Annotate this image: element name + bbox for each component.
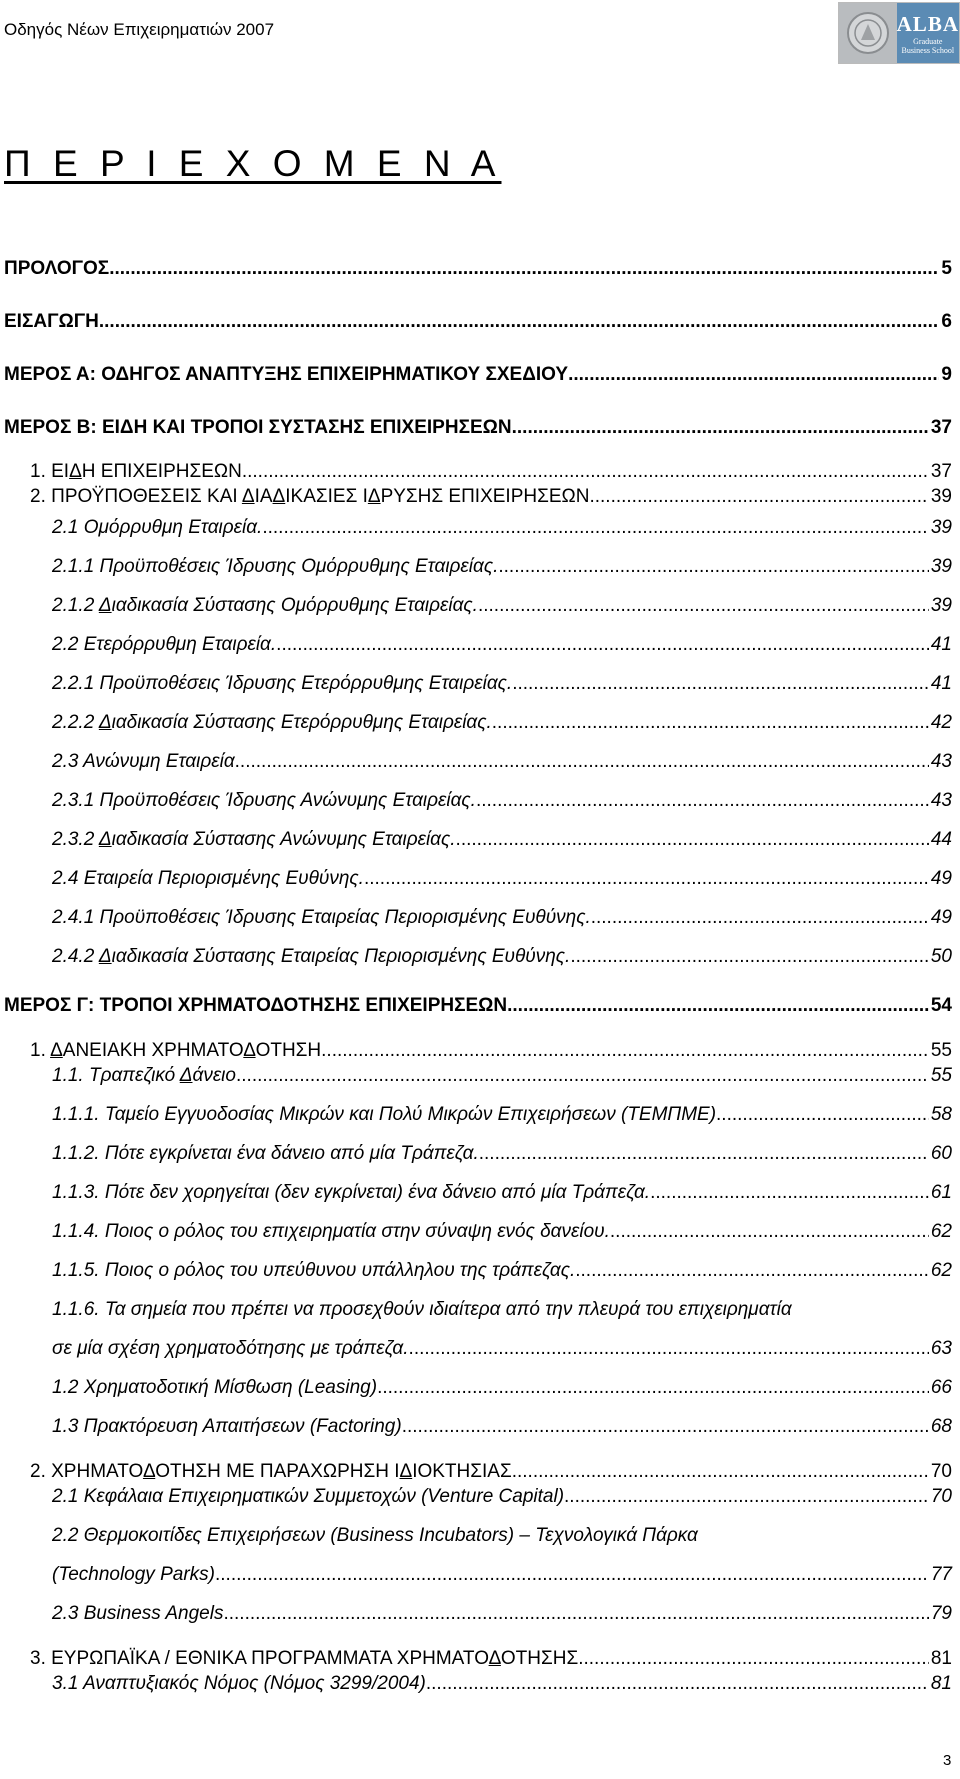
dot-leader — [512, 1461, 929, 1483]
toc-entry-page: 63 — [930, 1338, 952, 1359]
toc-entry-page: 39 — [930, 595, 952, 616]
toc-entry-page: 77 — [930, 1564, 952, 1585]
toc-entry-page: 54 — [930, 995, 952, 1016]
toc-entry-title: ΜΕΡΟΣ Β: ΕΙΔΗ ΚΑΙ ΤΡΟΠΟΙ ΣΥΣΤΑΣΗΣ ΕΠΙΧΕΙΡΗΣΕΩΝ — [4, 417, 512, 438]
toc-entry-title: 2.3.2 Διαδικασία Σύστασης Ανώνυμης Εταιρείας. — [52, 829, 456, 850]
toc-entry[interactable] — [52, 1182, 952, 1208]
toc-entry-page: 50 — [930, 946, 952, 967]
dot-leader — [589, 486, 928, 508]
dot-leader — [426, 1673, 929, 1695]
toc-entry-title: 2.1.1 Προϋποθέσεις Ίδρυσης Ομόρρυθμης Εταιρείας. — [52, 556, 499, 577]
toc-entry[interactable] — [52, 1221, 952, 1247]
underlined-letter: Δ — [179, 1065, 193, 1086]
toc-entry-page: 5 — [941, 258, 952, 279]
dot-leader — [479, 1143, 929, 1165]
toc-entry[interactable] — [52, 790, 952, 816]
logo-text: ALBA — [896, 11, 959, 36]
logo-subtext-line-2: Business School — [901, 45, 955, 55]
toc-entry[interactable] — [52, 712, 952, 738]
toc-entry-page: 39 — [930, 517, 952, 538]
toc-heading: Π Ε Ρ Ι Ε Χ Ο Μ Ε Ν Α — [4, 143, 502, 184]
toc-entry-title: 2. ΧΡΗΜΑΤΟΔΟΤΗΣΗ ΜΕ ΠΑΡΑΧΩΡΗΣΗ ΙΔΙΟΚΤΗΣΙΑΣ — [30, 1461, 512, 1482]
toc-entry-title: 2.1 Ομόρρυθμη Εταιρεία. — [52, 517, 263, 538]
logo-subtext-line-1: Graduate — [913, 36, 943, 46]
toc-entry-title: 1.2 Χρηματοδοτική Μίσθωση (Leasing) — [52, 1377, 378, 1398]
toc-entry-page: 41 — [930, 634, 952, 655]
toc-entry-title: ΠΡΟΛΟΓΟΣ — [4, 258, 110, 279]
toc-entry-page: 58 — [930, 1104, 952, 1125]
toc-entry[interactable] — [52, 634, 952, 660]
dot-leader — [591, 907, 929, 929]
toc-entry-title: 3. ΕΥΡΩΠΑΪΚΑ / ΕΘΝΙΚΑ ΠΡΟΓΡΑΜΜΑΤΑ ΧΡΗΜΑΤΟΔΟΤΗΣΗΣ — [30, 1648, 579, 1669]
toc-entry-title: 2.4 Εταιρεία Περιορισμένης Ευθύνης. — [52, 868, 364, 889]
toc-entry[interactable] — [52, 1260, 952, 1286]
toc-entry-title: 1.1.1. Ταμείο Εγγυοδοσίας Μικρών και Πολύ Μικρών Επιχειρήσεων (ΤΕΜΠΜΕ) — [52, 1104, 717, 1125]
dot-leader — [578, 1648, 929, 1670]
dot-leader — [276, 634, 929, 656]
underlined-letter: Δ — [142, 1461, 156, 1482]
toc-entry-page: 41 — [930, 673, 952, 694]
dot-leader — [235, 751, 929, 773]
underlined-letter: Δ — [488, 1648, 501, 1669]
toc-entry[interactable] — [30, 1461, 952, 1487]
toc-entry-page: 62 — [930, 1221, 952, 1242]
toc-entry-title: 2.2.2 Διαδικασία Σύστασης Ετερόρρυθμης Εταιρείας. — [52, 712, 492, 733]
toc-entry-title-line: 2.2 Θερμοκοιτίδες Επιχειρήσεων (Business Incubators) – Τεχνολογικά Πάρκα — [52, 1525, 698, 1546]
underlined-letter: Δ — [98, 712, 112, 733]
toc-entry-title: 1.3 Πρακτόρευση Απαιτήσεων (Factoring) — [52, 1416, 402, 1437]
running-header-title: Οδηγός Νέων Επιχειρηματιών 2007 — [4, 20, 275, 39]
toc-entry[interactable] — [52, 946, 952, 972]
dot-leader — [575, 1260, 929, 1282]
underlined-letter: Δ — [50, 1040, 63, 1061]
toc-entry-page: 66 — [930, 1377, 952, 1398]
toc-entry-title: 2.1.2 Διαδικασία Σύστασης Ομόρρυθμης Εταιρείας. — [52, 595, 478, 616]
toc-entry-title: 2. ΠΡΟΫΠΟΘΕΣΕΙΣ ΚΑΙ ΔΙΑΔΙΚΑΣΙΕΣ ΙΔΡΥΣΗΣ ΕΠΙΧΕΙΡΗΣΕΩΝ — [30, 486, 590, 507]
toc-entry[interactable] — [52, 868, 952, 894]
toc-entry[interactable] — [52, 1603, 952, 1629]
toc-entry[interactable] — [52, 1338, 952, 1364]
toc-entry-page: 42 — [930, 712, 952, 733]
dot-leader — [498, 556, 929, 578]
underlined-letter: Δ — [69, 461, 82, 482]
toc-entry-page: 68 — [930, 1416, 952, 1437]
dot-leader — [236, 1065, 929, 1087]
dot-leader — [262, 517, 929, 539]
toc-entry[interactable] — [30, 1040, 952, 1066]
toc-entry-page: 44 — [930, 829, 952, 850]
dot-leader — [568, 364, 939, 386]
toc-entry-title: 1.1.3. Πότε δεν χορηγείται (δεν εγκρίνεται) ένα δάνειο από μία Τράπεζα. — [52, 1182, 651, 1203]
dot-leader — [512, 673, 929, 695]
toc-entry[interactable] — [4, 258, 952, 284]
toc-entry-page: 43 — [930, 751, 952, 772]
toc-entry-page: 37 — [930, 417, 952, 438]
toc-entry-title: ΕΙΣΑΓΩΓΗ — [4, 311, 99, 332]
toc-entry-title: 1.1.4. Ποιος ο ρόλος του επιχειρηματία στην σύναψη ενός δανείου. — [52, 1221, 610, 1242]
toc-entry[interactable] — [30, 486, 952, 512]
dot-leader — [109, 258, 939, 280]
toc-entry-page: 60 — [930, 1143, 952, 1164]
toc-entry-title: 2.3.1 Προϋποθέσεις Ίδρυσης Ανώνυμης Εταιρείας. — [52, 790, 476, 811]
dot-leader — [512, 417, 929, 439]
toc-entry-page: 79 — [930, 1603, 952, 1624]
toc-entry-title: 2.3 Ανώνυμη Εταιρεία — [52, 751, 235, 772]
toc-entry[interactable] — [52, 556, 952, 582]
dot-leader — [570, 946, 929, 968]
underlined-letter: Δ — [241, 486, 255, 507]
dot-leader — [364, 868, 929, 890]
dot-leader — [564, 1486, 929, 1508]
toc-entry-page: 55 — [930, 1040, 952, 1061]
dot-leader — [650, 1182, 929, 1204]
underlined-letter: Δ — [98, 946, 112, 967]
toc-entry[interactable] — [52, 829, 952, 855]
toc-entry[interactable] — [52, 751, 952, 777]
dot-leader — [456, 829, 929, 851]
toc-entry[interactable] — [52, 1673, 952, 1699]
dot-leader — [476, 790, 929, 812]
toc-entry-title: 1. ΔΑΝΕΙΑΚΗ ΧΡΗΜΑΤΟΔΟΤΗΣΗ — [30, 1040, 322, 1061]
dot-leader — [321, 1040, 929, 1062]
toc-entry[interactable] — [52, 1104, 952, 1130]
toc-entry[interactable] — [52, 1486, 952, 1512]
toc-entry[interactable] — [52, 517, 952, 543]
toc-entry[interactable] — [4, 364, 952, 390]
dot-leader — [507, 995, 929, 1017]
toc-entry-title: (Technology Parks) — [52, 1564, 215, 1585]
dot-leader — [215, 1564, 929, 1586]
underlined-letter: Δ — [272, 486, 286, 507]
dot-leader — [99, 311, 940, 333]
toc-entry-title: 1. ΕΙΔΗ ΕΠΙΧΕΙΡΗΣΕΩΝ — [30, 461, 242, 482]
toc-entry-title: 1.1.5. Ποιος ο ρόλος του υπεύθυνου υπάλληλου της τράπεζας. — [52, 1260, 576, 1281]
toc-entry[interactable] — [52, 1564, 952, 1590]
toc-entry-title: 2.4.1 Προϋποθέσεις Ίδρυσης Εταιρείας Περιορισμένης Ευθύνης. — [52, 907, 591, 928]
toc-entry-title-line: 1.1.6. Τα σημεία που πρέπει να προσεχθούν ιδιαίτερα από την πλευρά του επιχειρηματία — [52, 1299, 792, 1320]
toc-entry-title: 2.4.2 Διαδικασία Σύστασης Εταιρείας Περιορισμένης Ευθύνης. — [52, 946, 571, 967]
toc-entry-title: 2.2.1 Προϋποθέσεις Ίδρυσης Ετερόρρυθμης Εταιρείας. — [52, 673, 513, 694]
toc-entry-title: 1.1. Τραπεζικό Δάνειο — [52, 1065, 236, 1086]
toc-entry-title: 2.2 Ετερόρρυθμη Εταιρεία. — [52, 634, 277, 655]
toc-entry-page: 81 — [930, 1673, 952, 1694]
dot-leader — [478, 595, 929, 617]
dot-leader — [223, 1603, 928, 1625]
toc-entry[interactable] — [52, 595, 952, 621]
toc-entry[interactable] — [52, 673, 952, 699]
dot-leader — [610, 1221, 929, 1243]
underlined-letter: Δ — [367, 486, 381, 507]
toc-entry-title: 3.1 Αναπτυξιακός Νόμος (Νόμος 3299/2004) — [52, 1673, 426, 1694]
toc-entry-page: 55 — [930, 1065, 952, 1086]
underlined-letter: Δ — [399, 1461, 413, 1482]
dot-leader — [716, 1104, 929, 1126]
toc-entry-title: 2.3 Business Angels — [52, 1603, 224, 1624]
underlined-letter: Δ — [98, 829, 112, 850]
toc-entry-page: 70 — [930, 1461, 952, 1482]
toc-entry[interactable] — [52, 1065, 952, 1091]
toc-entry-page: 70 — [930, 1486, 952, 1507]
underlined-letter: Δ — [98, 595, 112, 616]
toc-entry-page: 37 — [930, 461, 952, 482]
dot-leader — [377, 1377, 929, 1399]
dot-leader — [242, 461, 929, 483]
toc-entry-title: σε μία σχέση χρηματοδότησης με τράπεζα. — [52, 1338, 409, 1359]
toc-entry[interactable] — [30, 461, 952, 487]
underlined-letter: Δ — [243, 1040, 256, 1061]
page-number: 3 — [943, 1752, 952, 1769]
toc-entry[interactable] — [4, 311, 952, 337]
toc-entry-page: 43 — [930, 790, 952, 811]
toc-entry[interactable] — [52, 1377, 952, 1403]
dot-leader — [402, 1416, 929, 1438]
toc-entry-page: 39 — [930, 486, 952, 507]
dot-leader — [409, 1338, 929, 1360]
toc-entry-title: 2.1 Κεφάλαια Επιχειρηματικών Συμμετοχών (Venture Capital) — [52, 1486, 565, 1507]
toc-entry[interactable] — [52, 907, 952, 933]
toc-entry-page: 49 — [930, 868, 952, 889]
toc-entry-page: 9 — [941, 364, 952, 385]
toc-entry-title: ΜΕΡΟΣ Α: ΟΔΗΓΟΣ ΑΝΑΠΤΥΞΗΣ ΕΠΙΧΕΙΡΗΜΑΤΙΚΟΥ ΣΧΕΔΙΟΥ — [4, 364, 569, 385]
toc-entry-page: 39 — [930, 556, 952, 577]
dot-leader — [492, 712, 929, 734]
toc-entry-page: 49 — [930, 907, 952, 928]
toc-entry[interactable] — [52, 1416, 952, 1442]
toc-entry[interactable] — [52, 1143, 952, 1169]
toc-entry-title: ΜΕΡΟΣ Γ: ΤΡΟΠΟΙ ΧΡΗΜΑΤΟΔΟΤΗΣΗΣ ΕΠΙΧΕΙΡΗΣΕΩΝ — [4, 995, 508, 1016]
toc-entry-page: 62 — [930, 1260, 952, 1281]
toc-entry[interactable] — [4, 417, 952, 443]
toc-entry[interactable] — [4, 995, 952, 1021]
toc-entry-title: 1.1.2. Πότε εγκρίνεται ένα δάνειο από μία Τράπεζα. — [52, 1143, 479, 1164]
toc-entry-page: 81 — [930, 1648, 952, 1669]
toc-entry-page: 61 — [930, 1182, 952, 1203]
toc-entry[interactable] — [30, 1648, 952, 1674]
toc-entry-page: 6 — [941, 311, 952, 332]
